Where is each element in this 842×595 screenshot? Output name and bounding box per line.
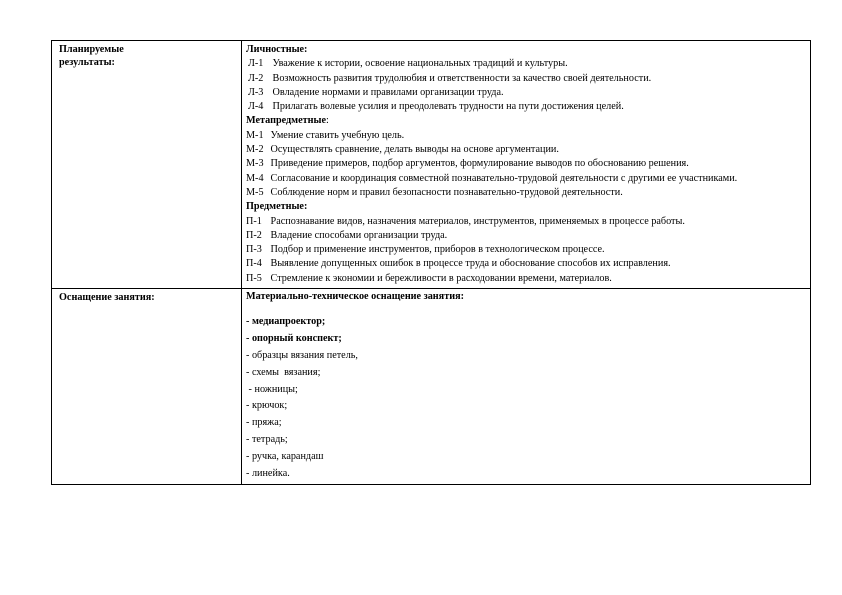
list-subject: [246, 215, 806, 286]
equipment-item: - образцы вязания петель,: [246, 349, 358, 361]
item-code: М-2: [246, 144, 264, 156]
table-cell-label: [52, 289, 242, 485]
table-row: [52, 41, 811, 289]
table-cell-content: [242, 289, 811, 485]
item-text: Умение ставить учебную цель.: [270, 129, 405, 141]
item-code: М-3: [246, 158, 264, 170]
section-heading-subject: Предметные:: [246, 201, 308, 213]
list-item: [246, 86, 806, 100]
equipment-item: - ножницы;: [246, 383, 298, 395]
item-code: П-3: [246, 244, 262, 256]
item-code: П-5: [246, 272, 262, 284]
item-code: М-1: [246, 129, 264, 141]
item-text: Осуществлять сравнение, делать выводы на основе аргументации.: [270, 144, 559, 156]
list-item: [246, 72, 806, 86]
list-item: [246, 229, 806, 243]
row-label-planned-results-line1: Планируемые: [59, 44, 124, 55]
list-item: [246, 257, 806, 271]
equipment-item: - схемы вязания;: [246, 366, 321, 378]
item-text: Согласование и координация совместной познавательно-трудовой деятельности с другими ее участниками.: [270, 172, 738, 184]
list-item: [246, 129, 806, 143]
list-item: [246, 100, 806, 114]
item-text: Прилагать волевые усилия и преодолевать трудности на пути достижения целей.: [272, 101, 624, 113]
section-heading-meta: [246, 114, 806, 128]
equipment-item: - тетрадь;: [246, 433, 288, 445]
item-code: М-4: [246, 172, 264, 184]
item-code: П-1: [246, 215, 262, 227]
item-text: Овладение нормами и правилами организации труда.: [272, 86, 504, 98]
list-item: [246, 272, 806, 286]
item-code: Л-1: [248, 58, 264, 70]
item-text: Владение способами организации труда.: [270, 229, 448, 241]
list-item: [246, 215, 806, 229]
item-text: Приведение примеров, подбор аргументов, формулирование выводов по обоснованию решения.: [270, 158, 689, 170]
list-personal: [246, 57, 806, 114]
section-heading-personal: Личностные:: [246, 44, 308, 55]
list-item: [246, 157, 806, 171]
list-item: [246, 186, 806, 200]
item-text: Соблюдение норм и правил безопасности познавательно-трудовой деятельности.: [270, 186, 623, 198]
equipment-heading: Материально-техническое оснащение занятия:: [246, 291, 464, 303]
list-item: [246, 57, 806, 71]
item-code: П-4: [246, 258, 262, 270]
item-code: Л-3: [248, 86, 264, 98]
meta-heading-suffix: :: [325, 115, 329, 127]
meta-heading-text: Метапредметные: [246, 115, 326, 127]
row-label-planned-results-line2: результаты:: [59, 56, 115, 68]
item-code: П-2: [246, 229, 262, 241]
row-label-planned-results: [52, 41, 241, 69]
item-text: Возможность развития трудолюбия и ответственности за качество своей деятельности.: [272, 72, 652, 84]
item-code: Л-4: [248, 101, 264, 113]
item-code: Л-2: [248, 72, 264, 84]
table-row: [52, 289, 811, 485]
equipment-item: - крючок;: [246, 400, 288, 412]
table-cell-content: [242, 41, 811, 289]
lesson-plan-table: [51, 40, 811, 485]
list-item: [246, 172, 806, 186]
item-text: Распознавание видов, назначения материалов, инструментов, применяемых в процессе работы.: [270, 215, 685, 227]
equipment-item: - линейка.: [246, 467, 290, 479]
item-text: Выявление допущенных ошибок в процессе труда и обоснование способов их исправления.: [270, 258, 671, 270]
item-text: Стремление к экономии и бережливости в расходовании времени, материалов.: [270, 272, 612, 284]
item-text: Уважение к истории, освоение национальных традиций и культуры.: [272, 58, 568, 70]
equipment-item-bold: - опорный конспект;: [246, 333, 342, 345]
equipment-item: - ручка, карандаш: [246, 450, 324, 462]
equipment-item-bold: - медиапроектор;: [246, 316, 326, 328]
list-item: [246, 243, 806, 257]
equipment-bold-list: [246, 314, 806, 348]
item-text: Подбор и применение инструментов, приборов в технологическом процессе.: [270, 244, 605, 256]
equipment-list: [246, 348, 806, 482]
table-cell-label: [52, 41, 242, 289]
equipment-item: - пряжа;: [246, 417, 282, 429]
item-code: М-5: [246, 186, 264, 198]
row-label-equipment: Оснащение занятия:: [59, 292, 155, 304]
list-meta: [246, 129, 806, 200]
list-item: [246, 143, 806, 157]
